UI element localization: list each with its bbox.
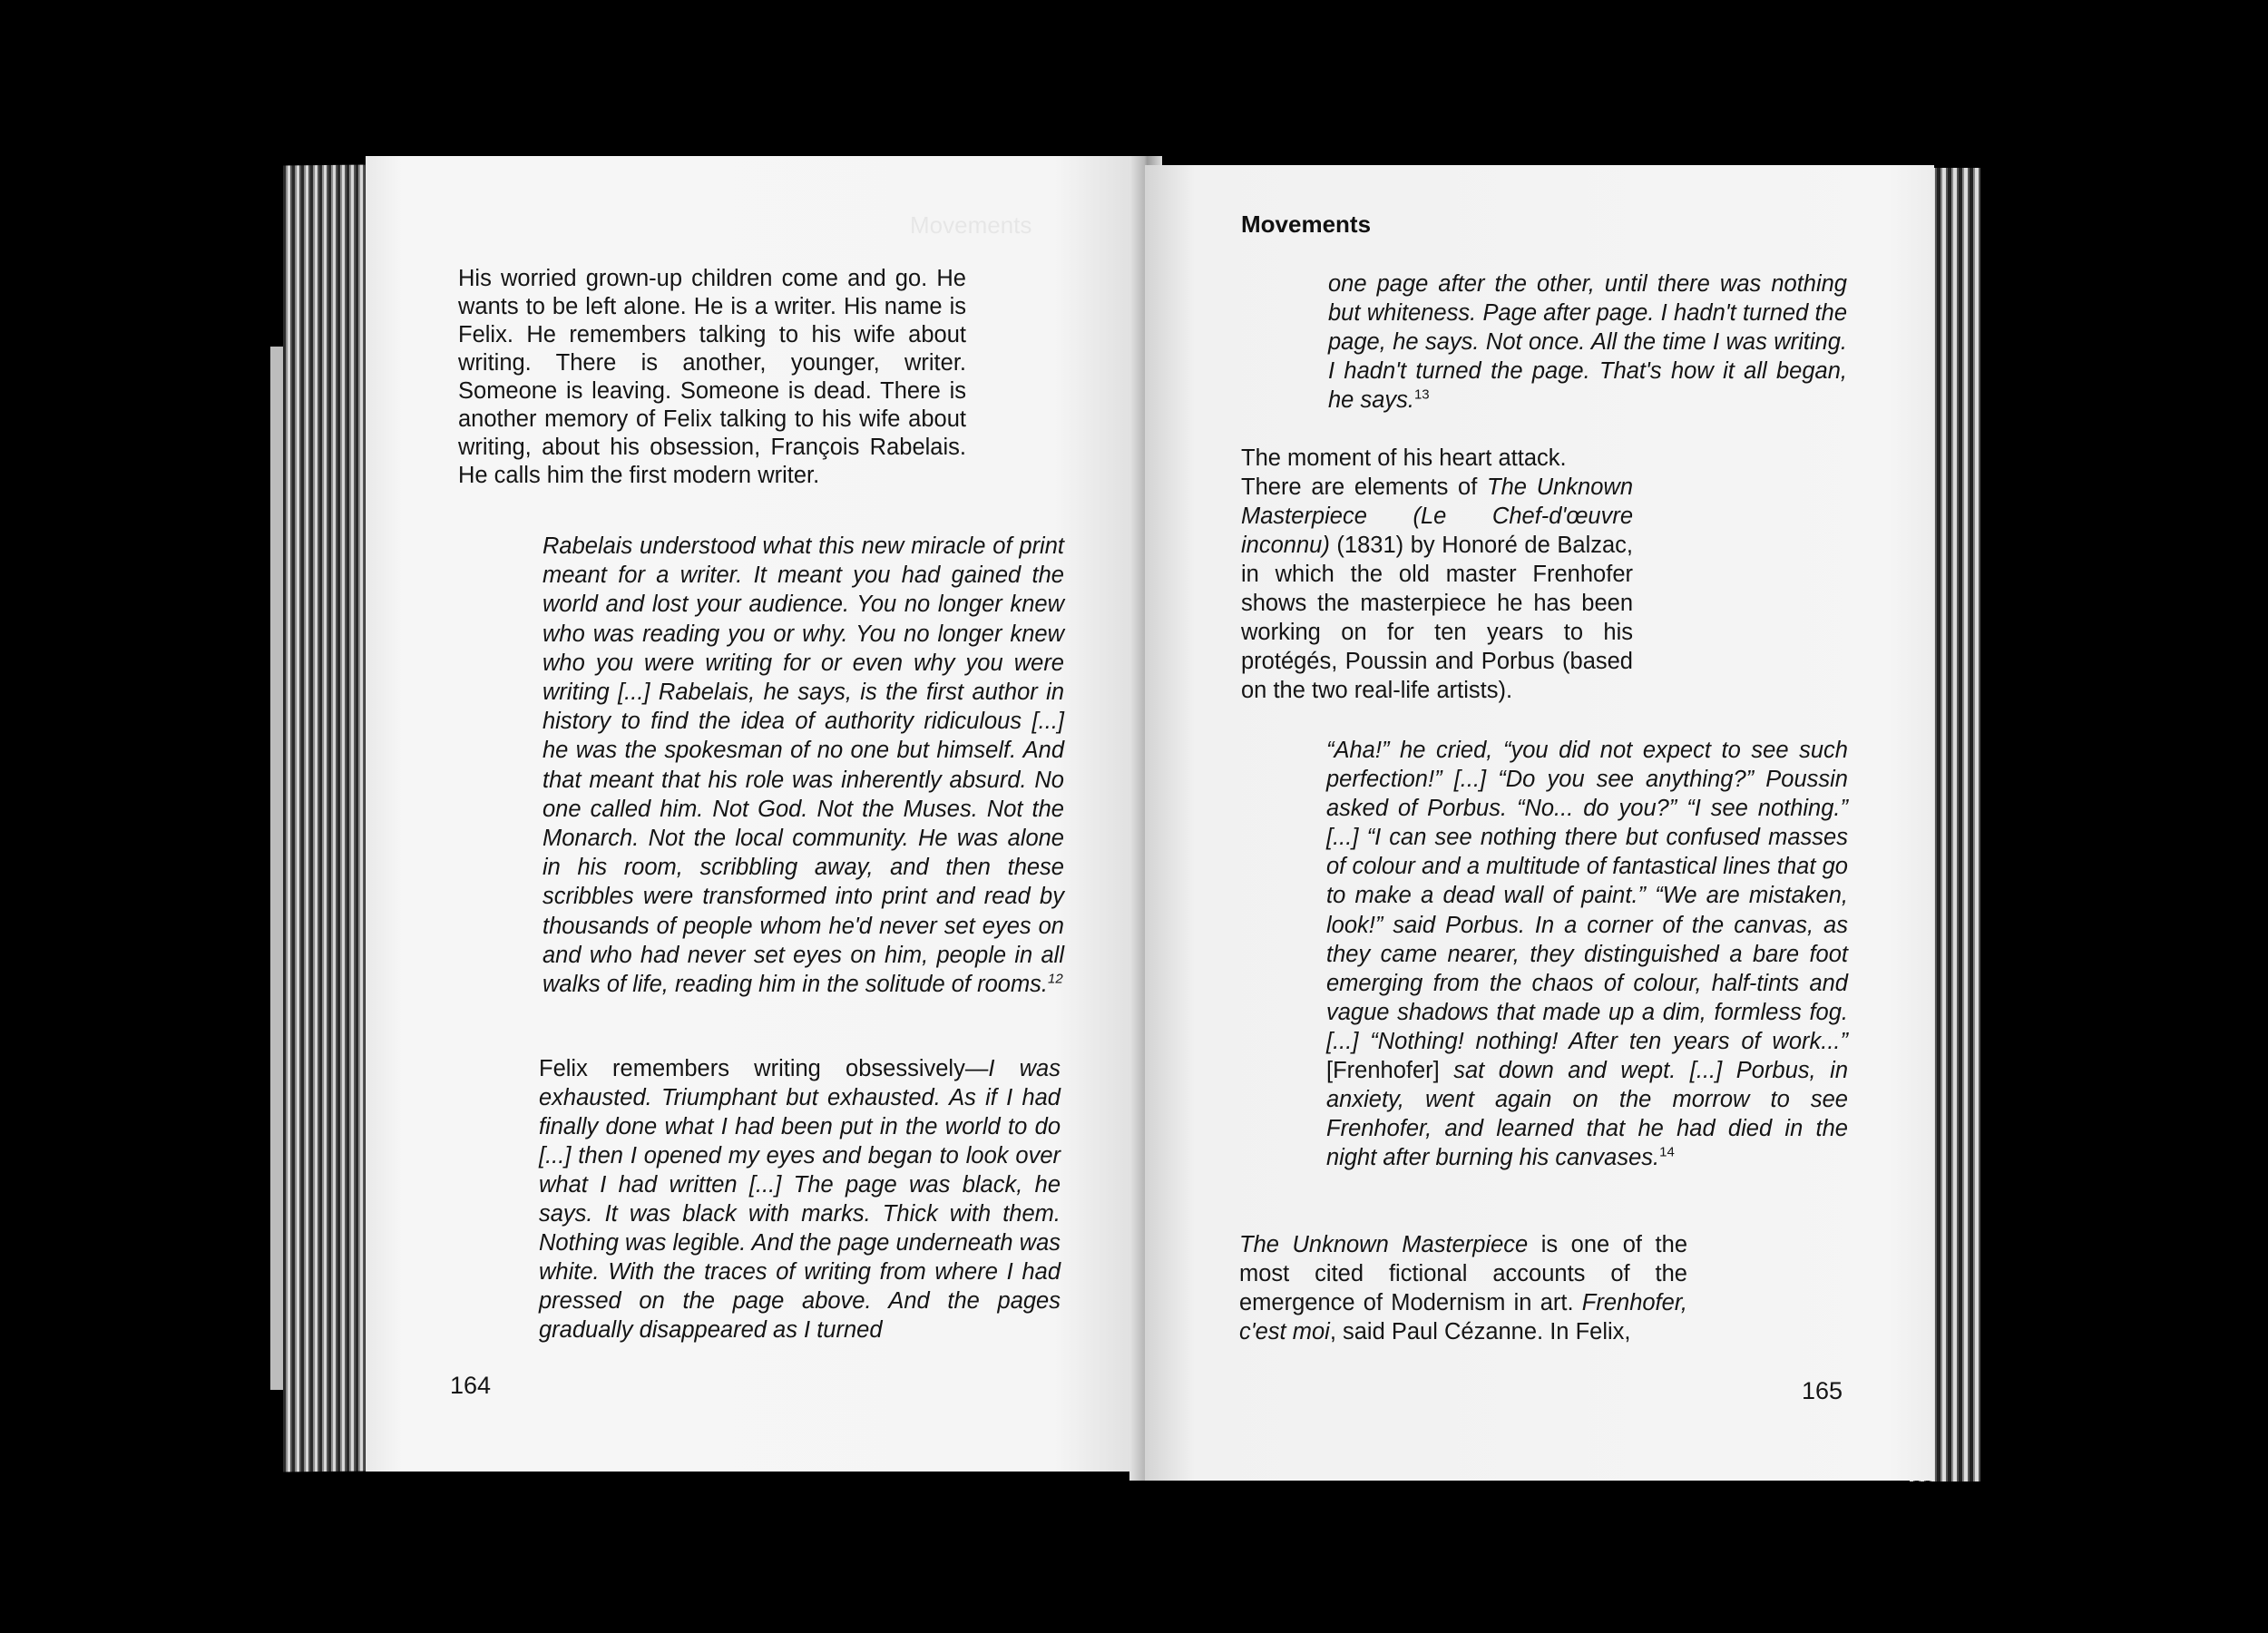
left-quote-rabelais (543, 532, 1064, 999)
book-title-italic: The Unknown Masterpiece (1239, 1232, 1529, 1257)
left-page-stack (283, 164, 374, 1472)
paragraph-text-cont: , said Paul Cézanne. In Felix, (1329, 1319, 1631, 1345)
paragraph-lead-text: Felix remembers writing obsessively— (539, 1056, 989, 1081)
page-number-right: 165 (1802, 1377, 1843, 1404)
quote-text: “Aha!” he cried, “you did not expect to see such perfection!” [...] “Do you see anything?” Poussin asked of Porbus. “No... do you?” “I see nothing.” [...] “I can see nothing there but confused masses of colour and a multitude of fantastical lines that go to make a dead wall of paint.” “We are mistaken, look!” said Porbus. In a corner of the canvas, as they came nearer, they distinguished a bare foot emerging from the chaos of colour, half-tints and vague shadows that made up a dim, formless fog. [...] “Nothing! nothing! After ten years of work...” (1326, 738, 1848, 1054)
footnote-marker-14: 14 (1659, 1144, 1675, 1160)
paragraph-text: is one of the most cited fictional accounts of the emergence of Modernism in art. (1239, 1232, 1687, 1315)
footnote-marker-13: 13 (1413, 386, 1430, 403)
quote-italic: Frenhofer, c'est moi (1239, 1290, 1687, 1345)
quote-text-cont: sat down and wept. [...] Porbus, in anxiety, went again on the morrow to see Frenhofer, and learned that he had died in the night after burning his canvases. (1326, 1058, 1848, 1171)
running-head: Movements (1241, 210, 1372, 238)
paragraph-text: His worried grown-up children come and go. He wants to be left alone. He is a writer. His name is Felix. He remembers talking to his wife about writing. There is another, younger, writer. Someone is leaving. Someone is dead. There is another memory of Felix talking to his wife about writing, about his obsession, François Rabelais. He calls him the first modern writer. (458, 266, 966, 488)
quote-insertion: [Frenhofer] (1326, 1058, 1440, 1084)
paragraph-text: The moment of his heart attack. (1241, 445, 1567, 471)
paragraph-text: There are elements of (1241, 474, 1488, 500)
paragraph-text-cont: (1831) by Honoré de Balzac, in which the old master Frenhofer shows the masterpiece he has been working on for ten years to his protégés, Poussin and Porbus (based on the two real-life artists). (1241, 533, 1633, 703)
right-paragraph-2 (1241, 473, 1633, 705)
left-paragraph-1 (458, 265, 966, 490)
book-title-italic: The Unknown Masterpiece (Le Chef-d'œuvre inconnu) (1241, 474, 1634, 558)
page-number-left: 164 (450, 1372, 492, 1399)
quote-text: one page after the other, until there was nothing but whiteness. Page after page. I hadn't turned the page, he says. Not once. All the time I was writing. I hadn't turned the page. That's how it all began, he says. (1328, 271, 1847, 413)
paragraph-italic-text: I was exhausted. Triumphant but exhausted. As if I had finally done what I had been put in the world to do [...] then I opened my eyes and began to look over what I had written [...] The page was black, he says. It was black with marks. Thick with them. Nothing was legible. And the page underneath was white. With the traces of writing from where I had pressed on the page above. And the pages gradually disappeared as I turned (539, 1056, 1061, 1343)
show-through-text: Movements (910, 211, 1032, 239)
right-quote-balzac (1326, 736, 1848, 1172)
right-paragraph-1 (1241, 444, 1640, 473)
quote-text: Rabelais understood what this new miracle of print meant for a writer. It meant you had gained the world and lost your audience. You no longer knew who was reading you or why. You no longer knew who you were writing for or even why you were writing [...] Rabelais, he says, is the first author in history to find the idea of authority ridiculous [...] he was the spokesman of no one but himself. And that meant that his role was inherently absurd. No one called him. Not God. Not the Muses. Not the Monarch. Not the local community. He was alone in his room, scribbling away, and then these scribbles were transformed into print and read by thousands of people whom he'd never set eyes on and who had never set eyes on him, people in all walks of life, reading him in the solitude of rooms. (543, 533, 1064, 998)
left-page-edge-tab (270, 347, 283, 1390)
footnote-marker-12: 12 (1048, 971, 1063, 987)
right-paragraph-3 (1239, 1230, 1687, 1346)
right-quote-continued (1328, 269, 1847, 415)
left-paragraph-2 (539, 1054, 1061, 1345)
